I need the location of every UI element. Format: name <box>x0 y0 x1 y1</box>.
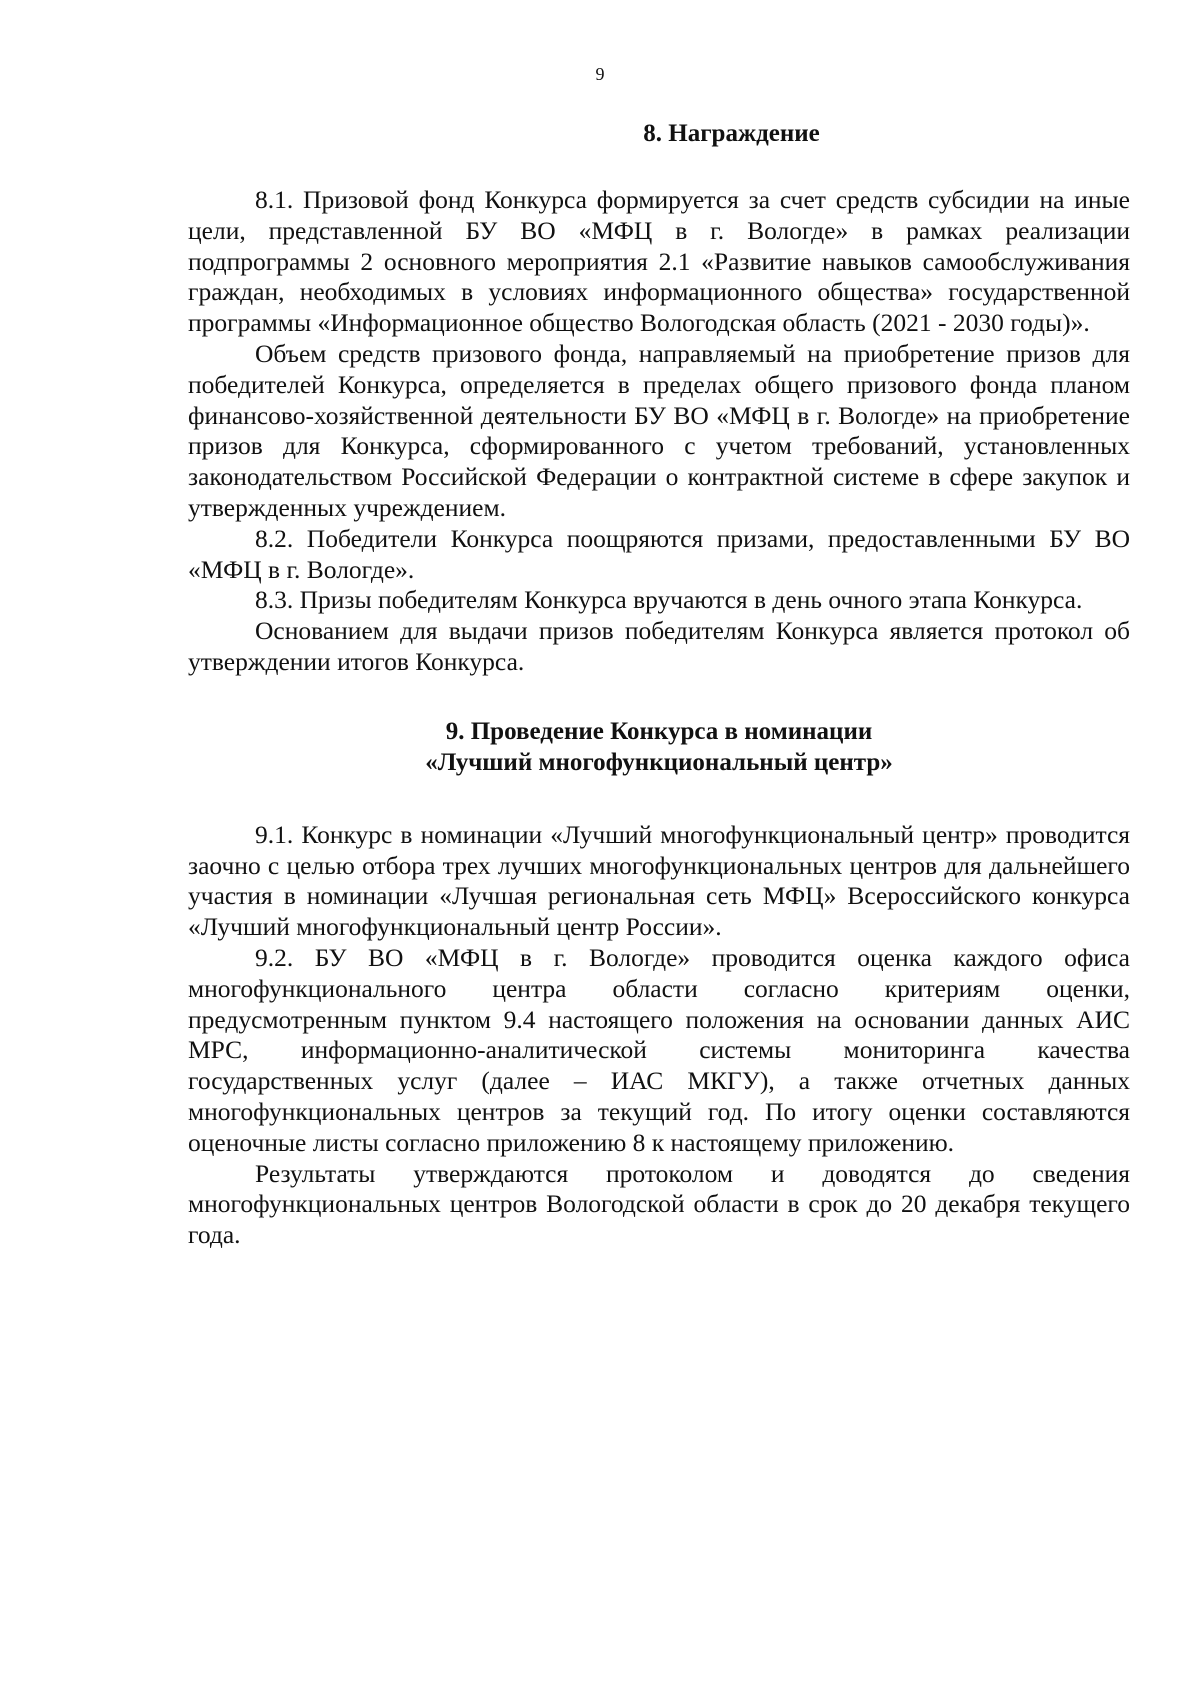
paragraph-8-3: 8.3. Призы победителям Конкурса вручаются в день очного этапа Конкурса. <box>255 585 1083 615</box>
paragraph-8-1: 8.1. Призовой фонд Конкурса формируется за счет средств субсидии на иные цели, представленной БУ ВО «МФЦ в г. Вологде» в рамках реализации подпрограммы 2 основного мероприятия 2.1 «Развитие навыков самообслуживания граждан, необходимых в условиях информационного общества» государственной программы «Информационное общество Вологодская область (2021 - 2030 годы)». <box>188 185 1130 338</box>
page-number: 9 <box>595 64 605 84</box>
section-9-heading <box>188 716 1130 778</box>
paragraph-9-2: 9.2. БУ ВО «МФЦ в г. Вологде» проводится оценка каждого офиса многофункционального центра области согласно критериям оценки, предусмотренным пунктом 9.4 настоящего положения на основании данных АИС МРС, информационно-аналитической системы мониторинга качества государственных услуг (далее – ИАС МКГУ), а также отчетных данных многофункциональных центров за текущий год. По итогу оценки составляются оценочные листы согласно приложению 8 к настоящему приложению. <box>188 942 1130 1157</box>
paragraph-prize-fund-volume: Объем средств призового фонда, направляемый на приобретение призов для победителей Конкурса, определяется в пределах общего призового фонда планом финансово-хозяйственной деятельности БУ ВО «МФЦ в г. Вологде» на приобретение призов для Конкурса, сформированного с учетом требований, установленных законодательством Российской Федерации о контрактной системе в сфере закупок и утвержденных учреждением. <box>188 338 1130 522</box>
section-9-body <box>188 820 1130 1251</box>
paragraph-results: Результаты утверждаются протоколом и доводятся до сведения многофункциональных центров Вологодской области в срок до 20 декабря текущего года. <box>188 1158 1130 1250</box>
section-8-heading: 8. Награждение <box>643 120 820 147</box>
paragraph-9-1: 9.1. Конкурс в номинации «Лучший многофункциональный центр» проводится заочно с целью отбора трех лучших многофункциональных центров для дальнейшего участия в номинации «Лучшая региональная сеть МФЦ» Всероссийского конкурса «Лучший многофункциональный центр России». <box>188 819 1130 942</box>
section-8-body <box>188 185 1130 678</box>
paragraph-prize-basis: Основанием для выдачи призов победителям Конкурса является протокол об утверждении итогов Конкурса. <box>188 616 1130 676</box>
section-9-heading-line-1: 9. Проведение Конкурса в номинации <box>445 717 873 745</box>
paragraph-8-2: 8.2. Победители Конкурса поощряются призами, предоставленными БУ ВО «МФЦ в г. Вологде». <box>188 523 1130 584</box>
document-body <box>188 118 1130 1251</box>
section-9-heading-line-2: «Лучший многофункциональный центр» <box>425 748 893 776</box>
